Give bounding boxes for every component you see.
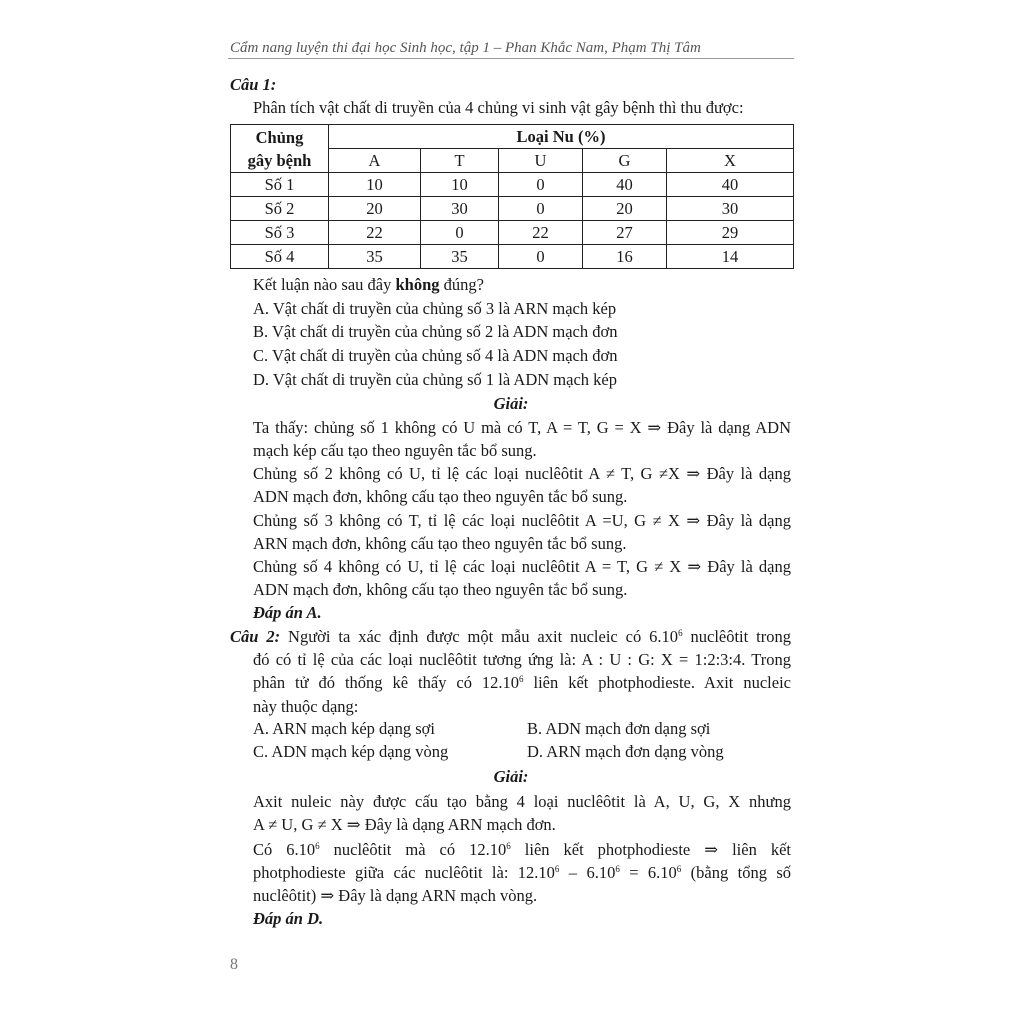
row-header-line1: Chủng xyxy=(255,127,304,147)
strain-name: Số 4 xyxy=(231,245,329,269)
question-1-prompt xyxy=(253,274,484,296)
column-header: X xyxy=(667,149,794,173)
q1-solution-line: ADN mạch đơn, không cấu tạo theo nguyên tắc bổ sung. xyxy=(253,487,628,506)
q2-option-b: B. ADN mạch đơn dạng sợi xyxy=(527,719,711,738)
strain-name: Số 1 xyxy=(231,173,329,197)
q2-text: – 6.10 xyxy=(559,863,616,882)
q2-text: photphodieste giữa các nuclêôtit là: 12.10 xyxy=(253,863,555,882)
question-1-label: Câu 1: xyxy=(230,75,277,94)
table-cell: 10 xyxy=(329,173,421,197)
exponent: 6 xyxy=(506,841,511,851)
q2-text: (bằng tổng số xyxy=(681,863,792,882)
table-cell: 35 xyxy=(421,245,499,269)
page-number: 8 xyxy=(230,956,238,973)
q1-solution-line: ADN mạch đơn, không cấu tạo theo nguyên tắc bổ sung. xyxy=(253,580,628,599)
q2-line-2: đó có tỉ lệ của các loại nuclêôtit tương ứng là: A : U : G: X = 1:2:3:4. Trong xyxy=(253,650,791,669)
q2-text: Người ta xác định được một mẫu axit nucleic có 6.10 xyxy=(288,627,679,646)
table-cell: 29 xyxy=(667,221,794,245)
exponent: 6 xyxy=(615,864,620,874)
exponent: 6 xyxy=(676,864,682,874)
table-cell: 0 xyxy=(499,173,583,197)
exponent: 6 xyxy=(554,864,560,874)
q1-option-a: A. Vật chất di truyền của chủng số 3 là ARN mạch kép xyxy=(253,299,617,318)
exponent: 6 xyxy=(678,628,683,638)
q2-solution-line: A ≠ U, G ≠ X ⇒ Đây là dạng ARN mạch đơn. xyxy=(253,815,556,834)
q1-solution-line: mạch kép cấu tạo theo nguyên tắc bổ sung. xyxy=(253,441,537,460)
table-cell: 40 xyxy=(667,173,794,197)
q1-solution-line: Chủng số 4 không có U, tỉ lệ các loại nuclêôtit A = T, G ≠ X ⇒ Đây là dạng xyxy=(253,557,791,576)
q2-text: = 6.10 xyxy=(619,863,677,882)
question-2-label: Câu 2: xyxy=(230,627,281,646)
q2-text: liên kết photphodieste. Axit nucleic xyxy=(523,673,791,692)
q1-solution-line: Chủng số 2 không có U, tỉ lệ các loại nuclêôtit A ≠ T, G ≠X ⇒ Đây là dạng xyxy=(253,464,791,483)
table-cell: 20 xyxy=(583,197,667,221)
exponent: 6 xyxy=(519,674,524,684)
column-header: U xyxy=(499,149,583,173)
table-cell: 22 xyxy=(329,221,421,245)
q2-answer: Đáp án D. xyxy=(253,909,324,928)
group-header: Loại Nu (%) xyxy=(329,125,794,149)
running-header: Cẩm nang luyện thi đại học Sinh học, tập 1 – Phan Khắc Nam, Phạm Thị Tâm xyxy=(230,40,701,56)
column-header: A xyxy=(329,149,421,173)
question-1-intro: Phân tích vật chất di truyền của 4 chủng vi sinh vật gây bệnh thì thu được: xyxy=(253,98,744,117)
q2-text: liên kết photphodieste ⇒ liên kết xyxy=(510,840,791,859)
strain-name: Số 3 xyxy=(231,221,329,245)
q2-text: nuclêôtit trong xyxy=(682,627,791,646)
q2-solution-line: nuclêôtit) ⇒ Đây là dạng ARN mạch vòng. xyxy=(253,886,538,905)
q2-option-d: D. ARN mạch đơn dạng vòng xyxy=(527,742,724,761)
table-cell: 16 xyxy=(583,245,667,269)
table-cell: 22 xyxy=(499,221,583,245)
column-header: G xyxy=(583,149,667,173)
row-header-line2: gây bệnh xyxy=(247,150,312,170)
nucleotide-table xyxy=(230,124,794,269)
table-cell: 10 xyxy=(421,173,499,197)
q1-option-b: B. Vật chất di truyền của chủng số 2 là ADN mạch đơn xyxy=(253,322,618,341)
q1-option-c: C. Vật chất di truyền của chủng số 4 là ADN mạch đơn xyxy=(253,346,618,365)
table-cell: 20 xyxy=(329,197,421,221)
prompt-text-end: đúng? xyxy=(439,275,484,294)
table-row xyxy=(231,197,794,221)
q2-text: Có 6.10 xyxy=(253,840,316,859)
table-cell: 30 xyxy=(667,197,794,221)
table-cell: 27 xyxy=(583,221,667,245)
q2-solution-line xyxy=(253,862,791,884)
table-row xyxy=(231,245,794,269)
prompt-bold: không xyxy=(395,275,440,294)
table-cell: 40 xyxy=(583,173,667,197)
table-cell: 14 xyxy=(667,245,794,269)
table-cell: 0 xyxy=(421,221,499,245)
q2-line-4: này thuộc dạng: xyxy=(253,697,359,716)
header-rule xyxy=(228,58,794,59)
table-cell: 0 xyxy=(499,197,583,221)
q2-solution-line xyxy=(253,839,791,861)
q2-line-3 xyxy=(253,672,791,694)
table-row xyxy=(231,173,794,197)
q1-solution-line: ARN mạch đơn, không cấu tạo theo nguyên tắc bổ sung. xyxy=(253,534,627,553)
prompt-text: Kết luận nào sau đây xyxy=(253,275,396,294)
table-cell: 0 xyxy=(499,245,583,269)
q2-text: nuclêôtit mà có 12.10 xyxy=(319,840,507,859)
q1-solution-line: Ta thấy: chủng số 1 không có U mà có T, A = T, G = X ⇒ Đây là dạng ADN xyxy=(253,418,791,437)
table-row xyxy=(231,221,794,245)
q2-option-c: C. ADN mạch kép dạng vòng xyxy=(253,742,449,761)
q2-option-a: A. ARN mạch kép dạng sợi xyxy=(253,719,435,738)
exponent: 6 xyxy=(315,841,320,851)
q2-solution-title: Giải: xyxy=(493,767,529,786)
row-header xyxy=(231,125,329,173)
q2-line-1 xyxy=(230,626,791,648)
q1-solution-title: Giải: xyxy=(493,394,529,413)
q1-answer: Đáp án A. xyxy=(253,603,322,622)
q2-text: phân tử đó thống kê thấy có 12.10 xyxy=(253,673,520,692)
q2-solution-line: Axit nuleic này được cấu tạo bằng 4 loại nuclêôtit là A, U, G, X nhưng xyxy=(253,792,791,811)
column-header: T xyxy=(421,149,499,173)
table-cell: 35 xyxy=(329,245,421,269)
q1-solution-line: Chủng số 3 không có T, tỉ lệ các loại nuclêôtit A =U, G ≠ X ⇒ Đây là dạng xyxy=(253,511,791,530)
q1-option-d: D. Vật chất di truyền của chủng số 1 là ADN mạch kép xyxy=(253,370,617,389)
table-cell: 30 xyxy=(421,197,499,221)
strain-name: Số 2 xyxy=(231,197,329,221)
